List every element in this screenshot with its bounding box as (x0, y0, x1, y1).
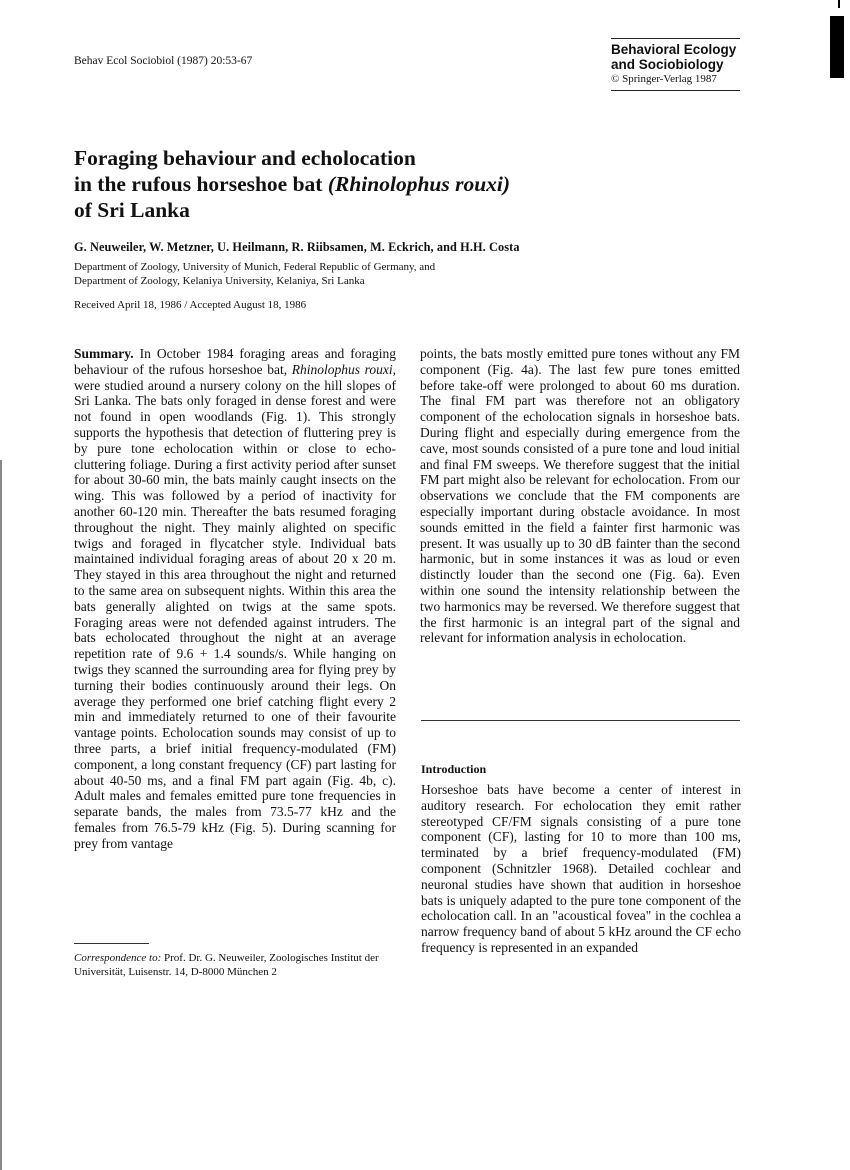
journal-name-line2: and Sociobiology (611, 57, 724, 72)
title-line-3: of Sri Lanka (74, 198, 190, 222)
affiliation-2: Department of Zoology, Kelaniya University, Kelaniya, Sri Lanka (74, 275, 365, 287)
affiliations (74, 260, 435, 288)
received-dates: Received April 18, 1986 / Accepted August 18, 1986 (74, 299, 307, 311)
page-edge-bar (830, 16, 844, 78)
journal-masthead (611, 42, 736, 87)
article-title (74, 145, 510, 223)
summary-text-1: In October 1984 foraging areas and foraging behaviour of the rufous horseshoe bat, (74, 346, 396, 377)
correspondence-footnote (74, 951, 396, 979)
title-line-2-text: in the rufous horseshoe bat (74, 172, 328, 196)
page-edge-mark (838, 0, 840, 8)
title-species: (Rhinolophus rouxi) (327, 172, 511, 196)
correspondence-label: Correspondence to: (74, 952, 162, 964)
header-rule-top (611, 38, 740, 39)
introduction-text: Horseshoe bats have become a center of interest in auditory research. For echolocation they emit rather stereotyped CF/FM signals consisting of a pure tone component (CF), lasting for 10 to more than 100 ms, terminated by a brief frequency-modulated (FM) component (Schnitzler 1968). Detailed cochlear and neuronal studies have shown that audition in horseshoe bats is uniquely adapted to the pure tone component of the echolocation call. In an "acoustical fovea" in the cochlea a narrow frequency band of about 5 kHz around the CF echo frequency is represented in an expanded (421, 782, 741, 955)
summary-species: Rhinolophus rouxi, (291, 361, 397, 377)
page-left-edge (0, 460, 2, 1170)
affiliation-1: Department of Zoology, University of Munich, Federal Republic of Germany, and (74, 261, 436, 273)
introduction-heading: Introduction (421, 762, 487, 776)
summary-column-right: points, the bats mostly emitted pure tones without any FM component (Fig. 4a). The last few pure tones emitted before take-off were prolonged to about 60 ms duration. The final FM part was therefore not an obligatory component of the echolocation signals in horseshoe bats. During flight and especially during emergence from the cave, most sounds consisted of a pure tone and loud initial and final FM sweeps. We therefore suggest that the initial FM part might also be relevant for echolocation. From our observations we conclude that the FM components are especially important during obstacle avoidance. In most sounds emitted in the field a fainter first harmonic was present. It was usually up to 30 dB fainter than the second harmonic, but in some instances it was as loud or even distinctly louder than the second one (Fig. 6a). Even within one sound the intensity relationship between the two harmonics may be reversed. We therefore suggest that the first harmonic is an integral part of the signal and relevant for information analysis in echolocation. (420, 346, 740, 646)
author-list: G. Neuweiler, W. Metzner, U. Heilmann, R. Riibsamen, M. Eckrich, and H.H. Costa (74, 240, 520, 254)
title-line-2 (74, 171, 510, 197)
correspondence-text: Prof. Dr. G. Neuweiler, Zoologisches Institut der Universität, Luisenstr. 14, D-8000 München 2 (74, 952, 379, 978)
footnote-rule (74, 943, 149, 944)
publisher-copyright: © Springer-Verlag 1987 (611, 73, 717, 85)
summary-end-rule (421, 720, 740, 721)
title-line-1: Foraging behaviour and echolocation (74, 146, 416, 170)
journal-citation: Behav Ecol Sociobiol (1987) 20:53-67 (74, 55, 253, 67)
summary-label: Summary. (74, 346, 134, 361)
header-rule-bottom (611, 90, 740, 91)
journal-name-line1: Behavioral Ecology (611, 42, 737, 57)
summary-text-2: were studied around a nursery colony on the hill slopes of Sri Lanka. The bats only foraged in dense forest and were not found in open woodlands (Fig. 1). This strongly supports the hypothesis that detection of fluttering prey is by pure tone echolocation within or close to echo-cluttering foliage. During a first activity period after sunset for about 30-60 min, the bats mainly caught insects on the wing. This was followed by a period of inactivity for another 60-120 min. Thereafter the bats resumed foraging throughout the night. They mainly alighted on specific twigs and foraged in flycatcher style. Individual bats maintained individual foraging areas of about 20 x 20 m. They stayed in this area throughout the night and returned to the same area on subsequent nights. Within this area the bats generally alighted on twigs at the same spots. Foraging areas were not defended against intruders. The bats echolocated throughout the night at an average repetition rate of 9.6 + 1.4 sounds/s. While hanging on twigs they scanned the surrounding area for flying prey by turning their bodies continuously around their legs. On average they performed one brief catching flight every 2 min and immediately returned to one of their favourite vantage points. Echolocation sounds may consist of up to three parts, a brief initial frequency-modulated (FM) component, a long constant frequency (CF) part lasting for about 40-50 ms, and a final FM part again (Fig. 4b, c). Adult males and females emitted pure tone frequencies in separate bands, the males from 73.5-77 kHz and the females from 76.5-79 kHz (Fig. 5). During scanning for prey from vantage (74, 377, 396, 851)
summary-column-left (74, 346, 396, 852)
